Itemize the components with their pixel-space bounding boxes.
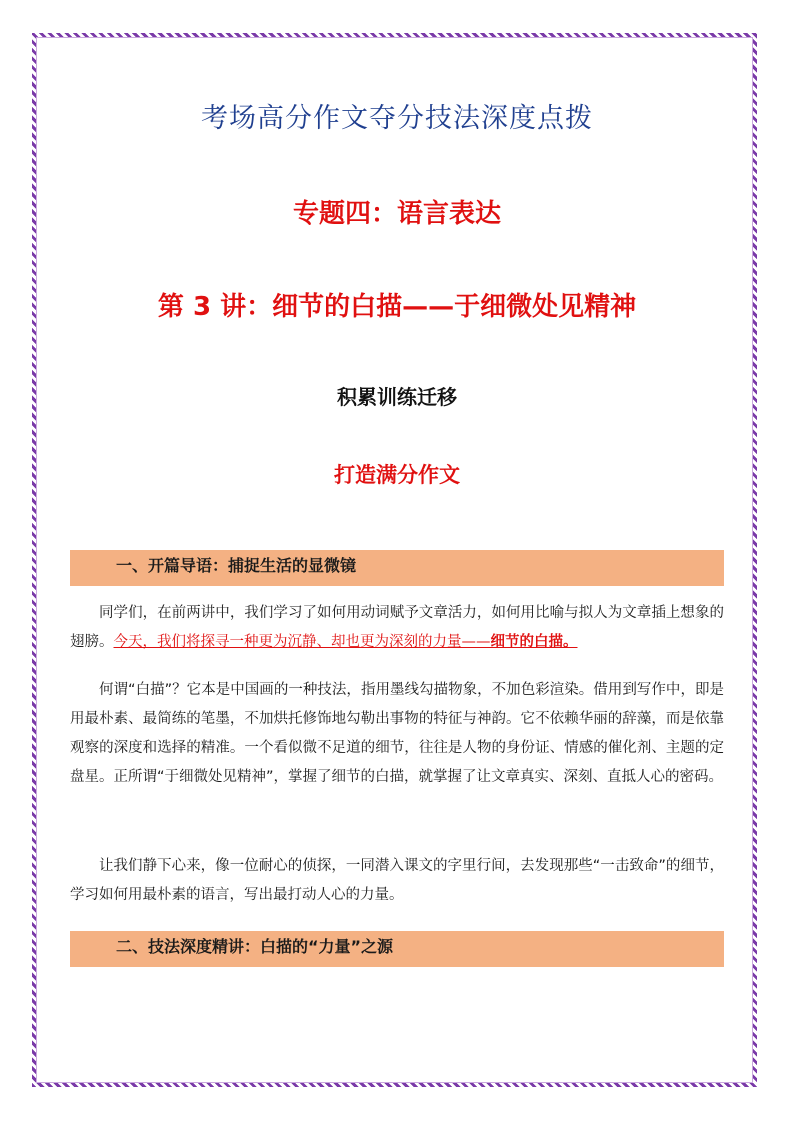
lecture-title: 第 3 讲：细节的白描——于细微处见精神 <box>157 292 637 322</box>
section-title: 积累训练迁移 <box>337 385 457 409</box>
section-heading-intro: 一、开篇导语：捕捉生活的显微镜 <box>70 550 724 586</box>
highlight-keyword: 细节的白描。 <box>490 634 578 650</box>
highlight-phrase: 今天，我们将探寻一种更为沉静、却也更为深刻的力量—— <box>113 634 491 650</box>
subtitle: 打造满分作文 <box>334 463 460 487</box>
paragraph-intro-1 <box>70 599 724 657</box>
section-heading-technique: 二、技法深度精讲：白描的“力量”之源 <box>70 931 724 967</box>
paragraph-text: 同学们，在前两讲中，我们学习了如何用动词赋予文章活力，如何用比喻与拟人为文章插上想象的翅膀。 <box>70 605 724 650</box>
highlight-text <box>114 634 578 650</box>
topic-title: 专题四：语言表达 <box>292 199 501 229</box>
paragraph-intro-3: 让我们静下心来，像一位耐心的侦探，一同潜入课文的字里行间，去发现那些“一击致命”的细节，学习如何用最朴素的语言，写出最打动人心的力量。 <box>70 858 724 903</box>
document-title: 考场高分作文夺分技法深度点拨 <box>201 103 593 134</box>
paragraph-intro-2: 何谓“白描”？它本是中国画的一种技法，指用墨线勾描物象，不加色彩渲染。借用到写作中，即是用最朴素、最简练的笔墨，不加烘托修饰地勾勒出事物的特征与神韵。它不依赖华丽的辞藻，而是依靠观察的深度和选择的精准。一个看似微不足道的细节，往往是人物的身份证、情感的催化剂、主题的定盘星。正所谓“于细微处见精神”，掌握了细节的白描，就掌握了让文章真实、深刻、直抵人心的密码。 <box>70 682 724 785</box>
